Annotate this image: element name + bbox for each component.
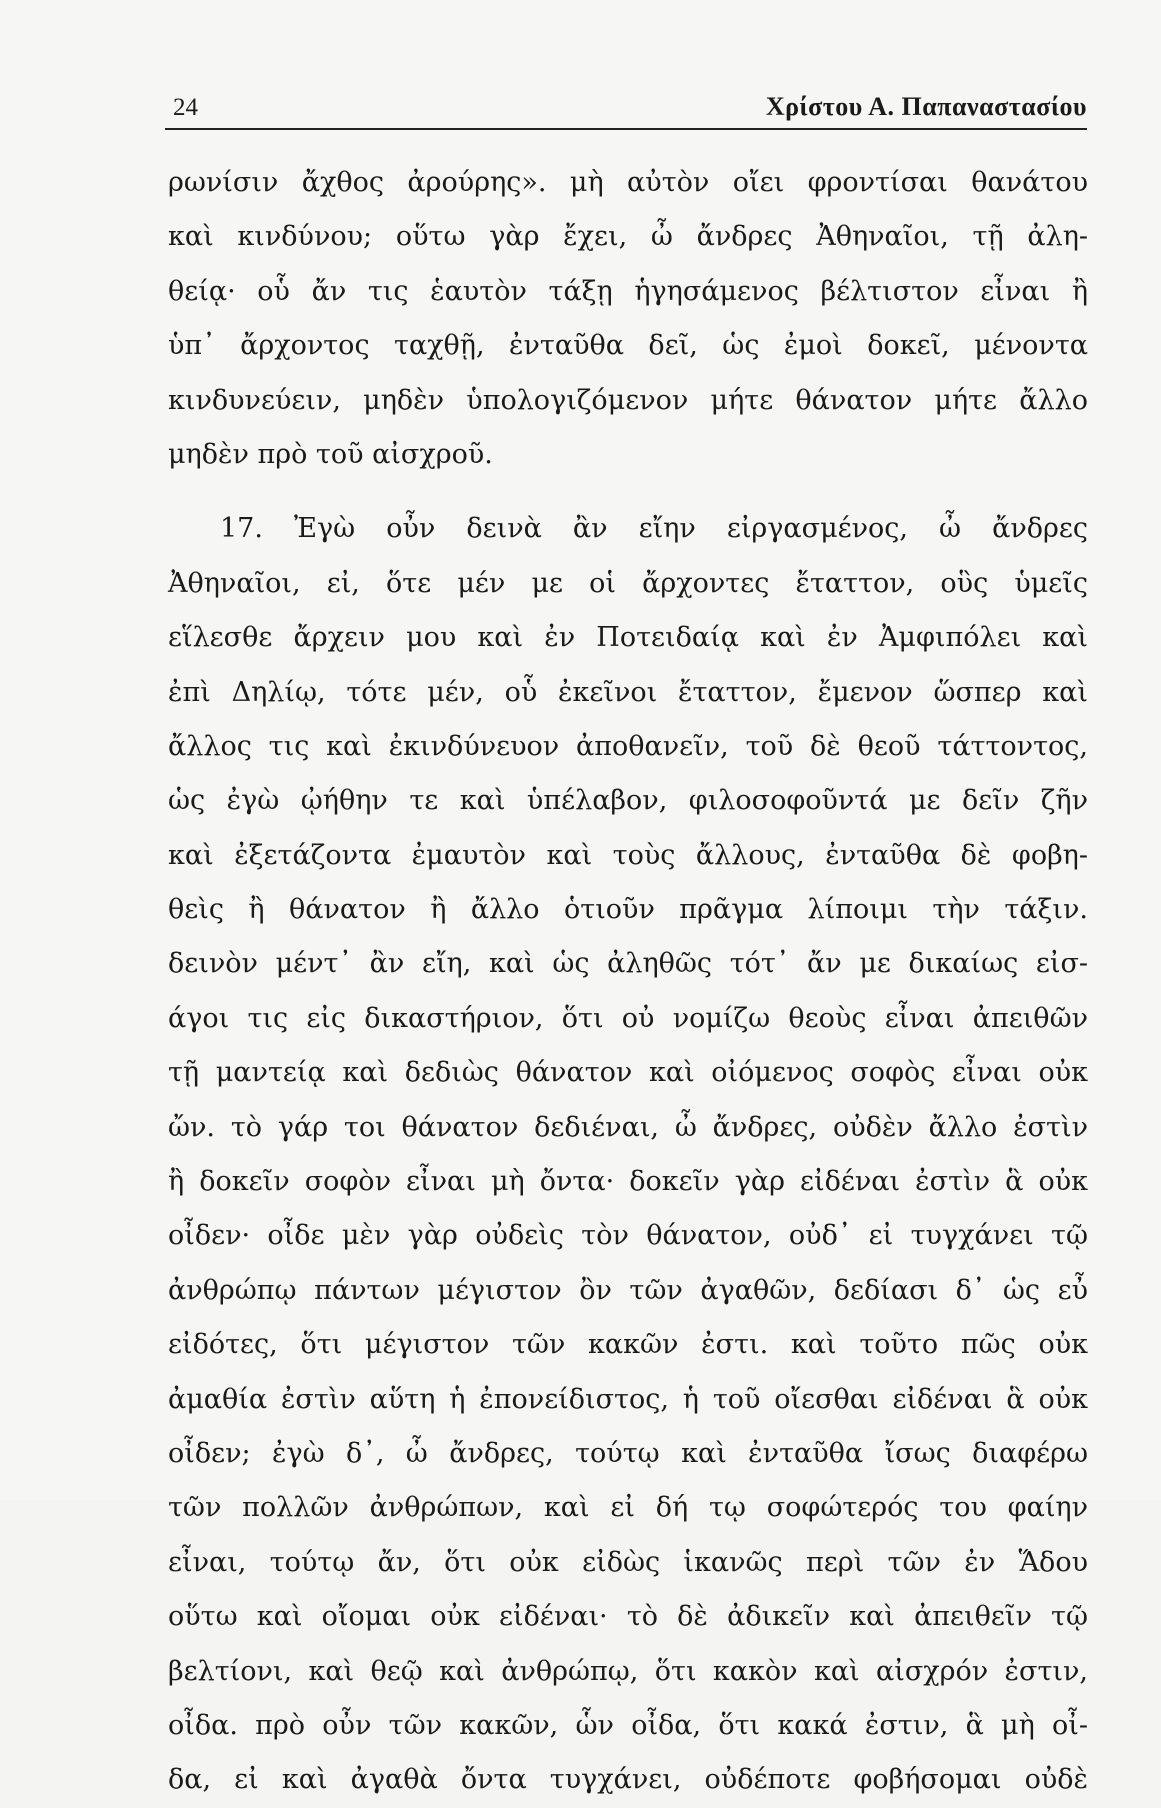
text-line: καὶ ἐξετάζοντα ἐμαυτὸν καὶ τοὺς ἄλλους, ἐνταῦθα δὲ φοβη- [168,839,1088,871]
text-line-first [168,502,1088,556]
text-line: ὡς ἐγὼ ᾠήθην τε καὶ ὑπέλαβον, φιλοσοφοῦντά με δεῖν ζῆν [168,785,1088,817]
text-line: δα, εἰ καὶ ἀγαθὰ ὄντα τυγχάνει, οὐδέποτε φοβήσομαι οὐδὲ [168,1764,1088,1796]
text-line: οἶδεν· οἶδε μὲν γὰρ οὐδεὶς τὸν θάνατον, οὐδ᾽ εἰ τυγχάνει τῷ [168,1220,1088,1252]
text-line: τῶν πολλῶν ἀνθρώπων, καὶ εἰ δή τῳ σοφώτερός του φαίην [168,1492,1088,1524]
text-line: οἶδα. πρὸ οὖν τῶν κακῶν, ὧν οἶδα, ὅτι κακά ἐστιν, ἃ μὴ οἶ- [168,1709,1088,1741]
text-line: καὶ κινδύνου; οὕτω γὰρ ἔχει, ὦ ἄνδρες Ἀθηναῖοι, τῇ ἀλη- [168,221,1088,253]
text-line: ὤν. τὸ γάρ τοι θάνατον δεδιέναι, ὦ ἄνδρες, οὐδὲν ἄλλο ἐστὶν [168,1111,1088,1143]
text-line: ἄλλος τις καὶ ἐκινδύνευον ἀποθανεῖν, τοῦ δὲ θεοῦ τάττοντος, [168,730,1088,762]
text-line: ἀμαθία ἐστὶν αὕτη ἡ ἐπονείδιστος, ἡ τοῦ οἴεσθαι εἰδέναι ἃ οὐκ [168,1383,1088,1415]
text-line: θείᾳ· οὗ ἄν τις ἑαυτὸν τάξῃ ἡγησάμενος βέλτιστον εἶναι ἢ [168,275,1088,307]
text-line: εἵλεσθε ἄρχειν μου καὶ ἐν Ποτειδαίᾳ καὶ ἐν Ἀμφιπόλει καὶ [168,622,1088,654]
text-line: ὑπ᾽ ἄρχοντος ταχθῇ, ἐνταῦθα δεῖ, ὡς ἐμοὶ δοκεῖ, μένοντα [168,330,1088,362]
paragraph-1 [168,156,1088,482]
text-line: τῇ μαντείᾳ καὶ δεδιὼς θάνατον καὶ οἰόμενος σοφὸς εἶναι οὐκ [168,1057,1088,1089]
section-number: 17. [220,513,263,545]
text-line: ρωνίσιν ἄχθος ἀρούρης». μὴ αὐτὸν οἴει φροντίσαι θανάτου [168,167,1088,198]
running-head: Χρίστου Α. Παπαναστασίου [765,92,1087,121]
text-line: ἀνθρώπῳ πάντων μέγιστον ὂν τῶν ἀγαθῶν, δεδίασι δ᾽ ὡς εὖ [168,1274,1088,1306]
text-line: εἶναι, τούτῳ ἄν, ὅτι οὐκ εἰδὼς ἱκανῶς περὶ τῶν ἐν Ἅδου [168,1546,1088,1578]
text-line: δεινὸν μέντ᾽ ἂν εἴη, καὶ ὡς ἀληθῶς τότ᾽ ἄν με δικαίως εἰσ- [168,948,1088,980]
paragraph-2 [168,502,1088,1807]
text-line: Ἀθηναῖοι, εἰ, ὅτε μέν με οἱ ἄρχοντες ἔταττον, οὓς ὑμεῖς [168,567,1088,599]
paragraph-gap [168,482,1088,502]
text-line: άγοι τις εἰς δικαστήριον, ὅτι οὐ νομίζω θεοὺς εἶναι ἀπειθῶν [168,1002,1088,1034]
body-text [168,156,1088,1808]
text-line: εἰδότες, ὅτι μέγιστον τῶν κακῶν ἐστι. καὶ τοῦτο πῶς οὐκ [168,1329,1088,1361]
text-line: θεὶς ἢ θάνατον ἢ ἄλλο ὁτιοῦν πρᾶγμα λίποιμι τὴν τάξιν. [168,894,1088,926]
page-number: 24 [173,94,198,121]
text-line: μηδὲν πρὸ τοῦ αἰσχροῦ. [168,438,493,470]
text-line: ἐπὶ Δηλίῳ, τότε μέν, οὗ ἐκεῖνοι ἔταττον, ἔμενον ὥσπερ καὶ [168,676,1088,708]
text-line: οἶδεν; ἐγὼ δ᾽, ὦ ἄνδρες, τούτῳ καὶ ἐνταῦθα ἴσως διαφέρω [168,1437,1088,1469]
page-header [165,92,1087,130]
text-line: οὕτω καὶ οἴομαι οὐκ εἰδέναι· τὸ δὲ ἀδικεῖν καὶ ἀπειθεῖν τῷ [168,1601,1088,1633]
text-line: βελτίονι, καὶ θεῷ καὶ ἀνθρώπῳ, ὅτι κακὸν καὶ αἰσχρόν ἐστιν, [168,1655,1088,1687]
text-line: ἢ δοκεῖν σοφὸν εἶναι μὴ ὄντα· δοκεῖν γὰρ εἰδέναι ἐστὶν ἃ οὐκ [168,1166,1088,1198]
first-line-text: Ἐγὼ οὖν δεινὰ ἂν εἴην εἰργασμένος, ὦ ἄνδρες [294,513,1088,545]
text-line: κινδυνεύειν, μηδὲν ὑπολογιζόμενον μήτε θάνατον μήτε ἄλλο [168,384,1088,416]
